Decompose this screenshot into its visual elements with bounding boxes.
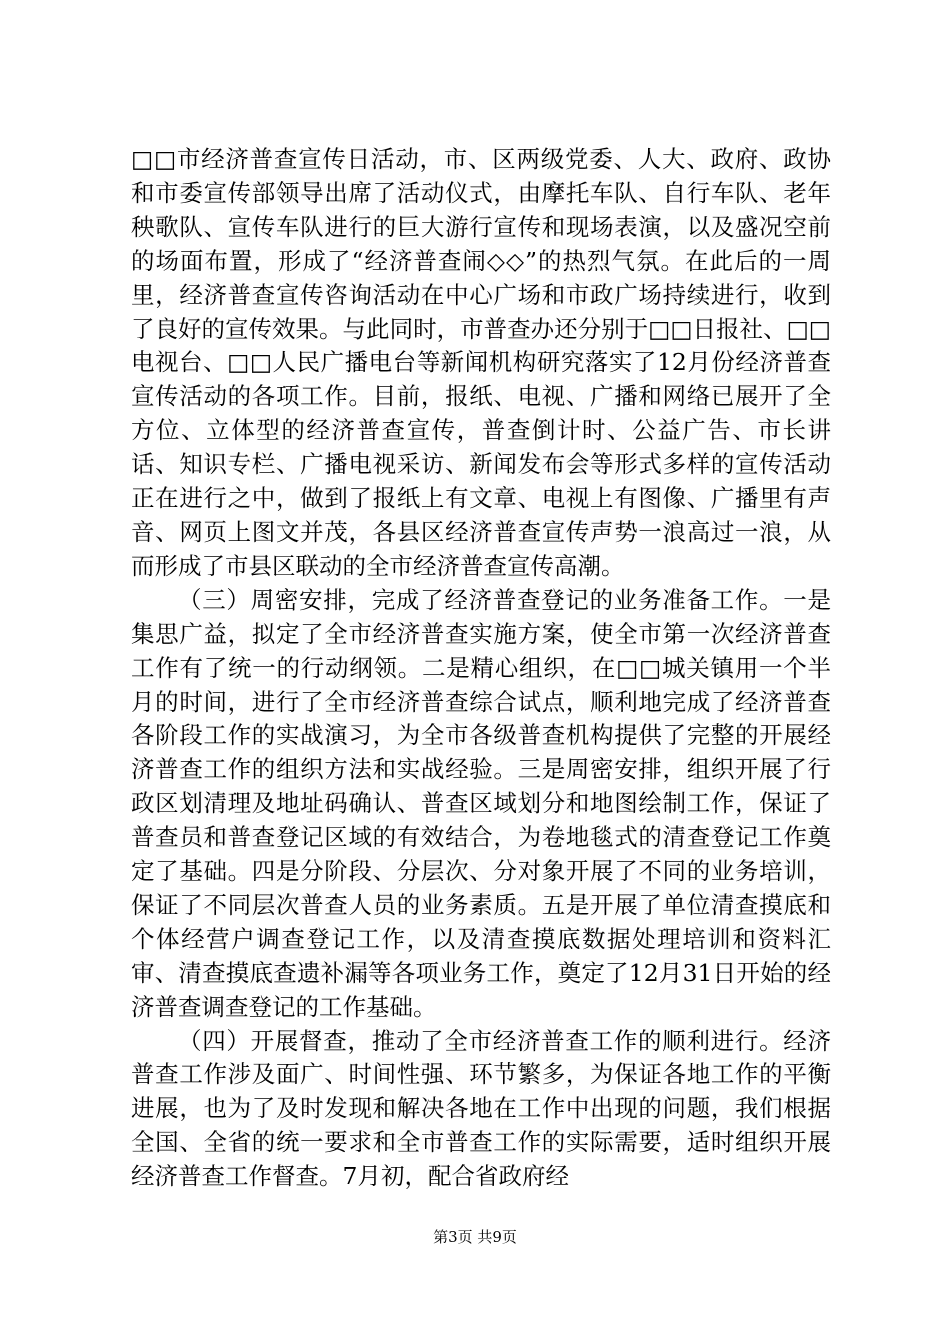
paragraph-section-three: （三）周密安排，完成了经济普查登记的业务准备工作。一是集思广益，拟定了全市经济普查实施方案，使全市第一次经济普查工作有了统一的行动纲领。二是精心组织，在□□城关镇用一个半月的时间，进行了全市经济普查综合试点，顺利地完成了经济普查各阶段工作的实战演习，为全市各级普查机构提供了完整的开展经济普查工作的组织方法和实战经验。三是周密安排，组织开展了行政区划清理及地址码确认、普查区域划分和地图绘制工作，保证了普查员和普查登记区域的有效结合，为卷地毯式的清查登记工作奠定了基础。四是分阶段、分层次、分对象开展了不同的业务培训，保证了不同层次普查人员的业务素质。五是开展了单位清查摸底和个体经营户调查登记工作，以及清查摸底数据处理培训和资料汇审、清查摸底查遗补漏等各项业务工作，奠定了12月31日开始的经济普查调查登记的工作基础。 [131, 585, 831, 1021]
page-number-footer: 第3页 共9页 [433, 1228, 517, 1246]
paragraph-propaganda: □□市经济普查宣传日活动，市、区两级党委、人大、政府、政协和市委宣传部领导出席了活动仪式，由摩托车队、自行车队、老年秧歌队、宣传车队进行的巨大游行宣传和现场表演，以及盛况空前的场面布置，形成了“经济普查闹◇◇”的热烈气氛。在此后的一周里，经济普查宣传咨询活动在中心广场和市政广场持续进行，收到了良好的宣传效果。与此同时，市普查办还分别于□□日报社、□□电视台、□□人民广播电台等新闻机构研究落实了12月份经济普查宣传活动的各项工作。目前，报纸、电视、广播和网络已展开了全方位、立体型的经济普查宣传，普查倒计时、公益广告、市长讲话、知识专栏、广播电视采访、新闻发布会等形式多样的宣传活动正在进行之中，做到了报纸上有文章、电视上有图像、广播里有声音、网页上图文并茂，各县区经济普查宣传声势一浪高过一浪，从而形成了市县区联动的全市经济普查宣传高潮。 [131, 145, 831, 580]
paragraph-section-four: （四）开展督查，推动了全市经济普查工作的顺利进行。经济普查工作涉及面广、时间性强、环节繁多，为保证各地工作的平衡进展，也为了及时发现和解决各地在工作中出现的问题，我们根据全国、全省的统一要求和全市普查工作的实际需要，适时组织开展经济普查工作督查。7月初，配合省政府经 [131, 1026, 831, 1191]
document-body [131, 143, 831, 1194]
